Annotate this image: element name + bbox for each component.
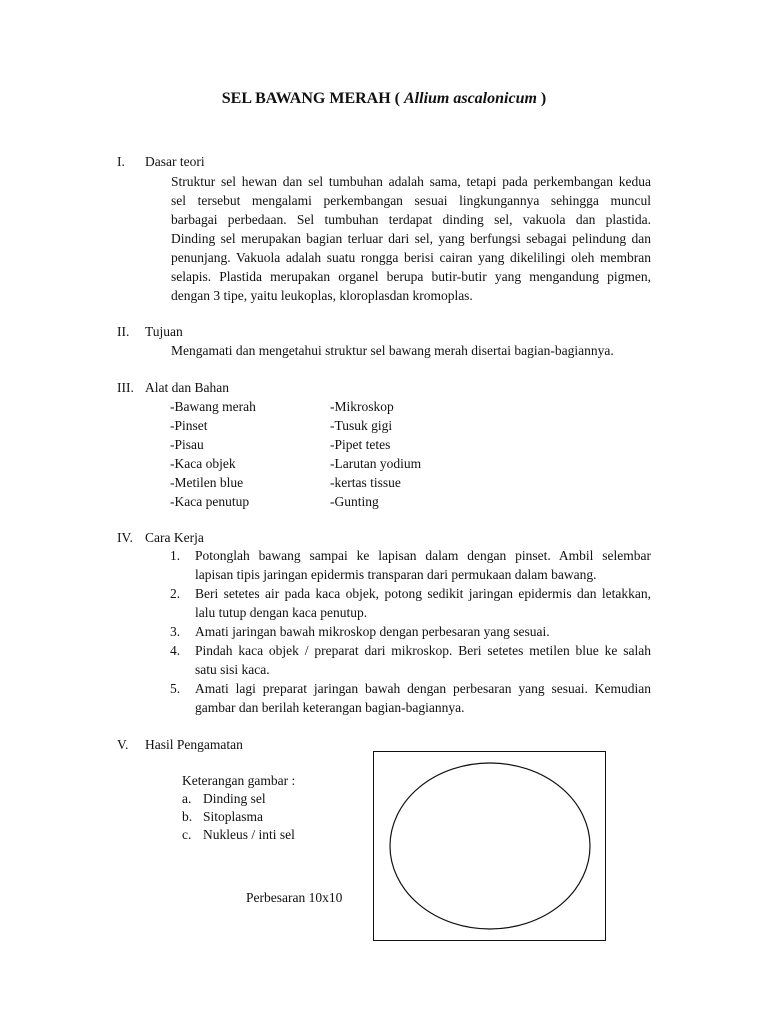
- material-item: -Larutan yodium: [330, 456, 422, 471]
- procedure-step: [170, 584, 651, 622]
- step-line: Potonglah bawang sampai ke lapisan dalam dengan pinset. Ambil selembar: [195, 548, 651, 563]
- figure-legend: [182, 771, 295, 843]
- material-item: -Tusuk gigi: [330, 418, 393, 433]
- material-item: -Pisau: [170, 437, 204, 452]
- step-line: Pindah kaca objek / preparat dari mikroskop. Beri setetes metilen blue ke salah: [195, 643, 651, 658]
- material-item: -Pinset: [170, 418, 208, 433]
- step-line: lalu tutup dengan kaca penutup.: [195, 605, 368, 620]
- section-number: III.: [117, 380, 134, 395]
- section-title: Tujuan: [145, 324, 183, 339]
- paragraph-line: selapis. Plastida merupakan organel berupa butir-butir yang mengandung pigmen,: [171, 269, 651, 284]
- step-line: Amati lagi preparat jaringan bawah dengan perbesaran yang sesuai. Kemudian: [195, 681, 651, 696]
- legend-item: [182, 807, 295, 825]
- legend-item: [182, 789, 295, 807]
- procedure-steps: [170, 546, 651, 717]
- title-species: Allium ascalonicum: [404, 90, 537, 107]
- step-line: Amati jaringan bawah mikroskop dengan perbesaran yang sesuai.: [195, 624, 550, 639]
- section-number: II.: [117, 324, 130, 339]
- paragraph-line: penunjang. Vakuola adalah suatu rongga berisi cairan yang dikelilingi oleh membran: [171, 250, 651, 265]
- legend-letter: c.: [182, 827, 192, 842]
- procedure-step: [170, 546, 651, 584]
- materials-column-left: [170, 397, 256, 511]
- step-line: satu sisi kaca.: [195, 662, 270, 677]
- section-number: I.: [117, 154, 125, 169]
- title-end: ): [536, 90, 547, 107]
- paragraph-line: barbagai perbedaan. Sel tumbuhan terdapat dinding sel, vakuola dan plastida.: [171, 212, 651, 227]
- step-number: 1.: [170, 548, 181, 563]
- step-line: gambar dan berilah keterangan bagian-bagiannya.: [195, 700, 465, 715]
- section-title: Hasil Pengamatan: [145, 737, 243, 752]
- section-title: Dasar teori: [145, 154, 205, 169]
- cell-drawing: [374, 752, 605, 940]
- material-item: -Mikroskop: [330, 399, 394, 414]
- paragraph-line: dengan 3 tipe, yaitu leukoplas, kloroplasdan kromoplas.: [171, 288, 473, 303]
- legend-text: Dinding sel: [203, 791, 266, 806]
- step-number: 3.: [170, 624, 181, 639]
- paragraph-line: sel tersebut mengalami perkembangan sesuai lingkungannya sehingga muncul: [171, 193, 651, 208]
- step-line: Beri setetes air pada kaca objek, potong sedikit jaringan epidermis dan letakkan,: [195, 586, 651, 601]
- procedure-step: [170, 622, 651, 641]
- paragraph-line: Struktur sel hewan dan sel tumbuhan adalah sama, tetapi pada perkembangan kedua: [171, 174, 651, 189]
- material-item: -Kaca objek: [170, 456, 236, 471]
- step-number: 4.: [170, 643, 181, 658]
- step-line: lapisan tipis jaringan epidermis transparan dari permukaan dalam bawang.: [195, 567, 597, 582]
- step-number: 5.: [170, 681, 181, 696]
- material-item: -kertas tissue: [330, 475, 401, 490]
- legend-text: Nukleus / inti sel: [203, 827, 295, 842]
- legend-title: Keterangan gambar :: [182, 773, 296, 788]
- material-item: -Bawang merah: [170, 399, 256, 414]
- document-title: [0, 89, 768, 109]
- legend-letter: a.: [182, 791, 192, 806]
- material-item: -Pipet tetes: [330, 437, 391, 452]
- section-title: Cara Kerja: [145, 530, 204, 545]
- material-item: -Gunting: [330, 494, 379, 509]
- paragraph-line: Dinding sel merupakan bagian terluar dari sel, yang berfungsi sebagai pelindung dan: [171, 231, 651, 246]
- magnification-label: Perbesaran 10x10: [246, 890, 343, 905]
- section-number: V.: [117, 737, 129, 752]
- procedure-step: [170, 641, 651, 679]
- section-number: IV.: [117, 530, 133, 545]
- tujuan-text: Mengamati dan mengetahui struktur sel bawang merah disertai bagian-bagiannya.: [171, 343, 614, 358]
- legend-item: [182, 825, 295, 843]
- title-text: SEL BAWANG MERAH (: [221, 90, 404, 107]
- step-number: 2.: [170, 586, 181, 601]
- observation-drawing-box: [373, 751, 606, 941]
- section-title: Alat dan Bahan: [145, 380, 229, 395]
- cell-outline: [390, 763, 590, 929]
- legend-letter: b.: [182, 809, 193, 824]
- material-item: -Kaca penutup: [170, 494, 250, 509]
- dasar-teori-paragraph: [171, 172, 651, 305]
- legend-text: Sitoplasma: [203, 809, 263, 824]
- materials-column-right: [330, 397, 421, 511]
- material-item: -Metilen blue: [170, 475, 244, 490]
- procedure-step: [170, 679, 651, 717]
